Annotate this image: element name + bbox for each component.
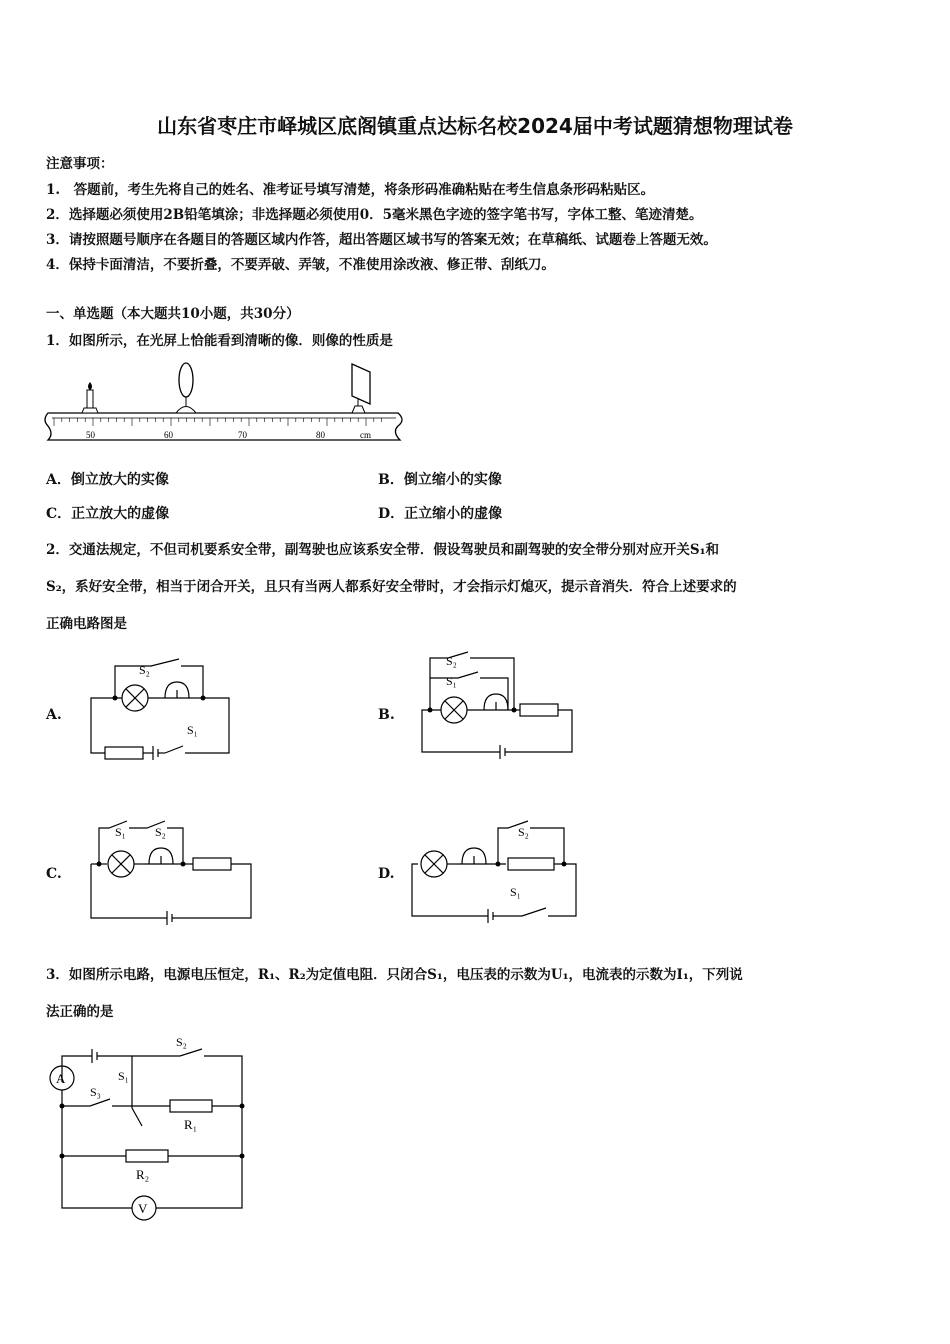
q2-label-c: C.: [46, 866, 62, 882]
q3-r1-label: R₁: [184, 1117, 198, 1132]
circuit-c-s2-label: S₂: [155, 825, 166, 839]
optical-bench-figure: [40, 360, 420, 450]
circuit-c: [85, 812, 255, 927]
q2-stem-line-1: 2．交通法规定，不但司机要系安全带，副驾驶也应该系安全带．假设驾驶员和副驾驶的安全带分别对应开关S₁和: [46, 542, 720, 558]
q3-stem-line-2: 法正确的是: [46, 1004, 114, 1020]
candle-icon: [87, 390, 93, 408]
circuit-a-s2-label: S₂: [139, 663, 150, 677]
circuit-b-s1-label: S₁: [446, 674, 457, 688]
voltmeter-label: V: [138, 1201, 148, 1216]
notice-item-2: 2．选择题必须使用2B铅笔填涂；非选择题必须使用0．5毫米黑色字迹的签字笔书写，字体工整、笔迹清楚。: [46, 207, 703, 223]
circuit-c-s1-label: S₁: [115, 825, 126, 839]
q2-stem-line-3: 正确电路图是: [46, 616, 127, 632]
q3-s2-label: S₂: [176, 1035, 187, 1049]
ruler-tick-60: 60: [164, 430, 173, 440]
q1-stem: 1．如图所示，在光屏上恰能看到清晰的像．则像的性质是: [46, 333, 393, 349]
notice-item-4: 4．保持卡面清洁，不要折叠，不要弄破、弄皱，不准使用涂改液、修正带、刮纸刀。: [46, 257, 555, 273]
page-title: 山东省枣庄市峄城区底阁镇重点达标名校2024届中考试题猜想物理试卷: [157, 114, 793, 138]
ruler-tick-80: 80: [316, 430, 325, 440]
ammeter-label: A: [56, 1071, 66, 1086]
lens-icon: [179, 363, 193, 397]
circuit-a-s1-label: S₁: [187, 723, 198, 737]
ruler-tick-70: 70: [238, 430, 247, 440]
circuit-d: [408, 812, 588, 927]
circuit-b: [418, 648, 578, 763]
notice-item-3: 3．请按照题号顺序在各题目的答题区域内作答，超出答题区域书写的答案无效；在草稿纸、试题卷上答题无效。: [46, 232, 717, 248]
q3-s1-label: S₁: [118, 1069, 129, 1083]
q3-s3-label: S₃: [90, 1085, 101, 1099]
ruler-unit: cm: [360, 430, 371, 440]
q1-option-d: D．正立缩小的虚像: [378, 506, 503, 522]
ruler-tick-50: 50: [86, 430, 95, 440]
q1-option-c: C．正立放大的虚像: [46, 506, 170, 522]
notice-item-1: 1. 答题前，考生先将自己的姓名、准考证号填写清楚，将条形码准确粘贴在考生信息条形码粘贴区。: [46, 182, 655, 198]
q1-option-b: B．倒立缩小的实像: [378, 472, 502, 488]
notice-heading: 注意事项：: [46, 156, 114, 172]
q1-option-a: A．倒立放大的实像: [46, 472, 169, 488]
circuit-d-s2-label: S₂: [518, 825, 529, 839]
q3-circuit: [44, 1030, 254, 1230]
screen-icon: [352, 364, 370, 404]
section-heading: 一、单选题（本大题共10小题，共30分）: [46, 306, 300, 322]
q3-stem-line-1: 3．如图所示电路，电源电压恒定，R₁、R₂为定值电阻．只闭合S₁，电压表的示数为U₁，电流表的示数为I₁，下列说: [46, 967, 743, 983]
circuit-d-s1-label: S₁: [510, 885, 521, 899]
q3-r2-label: R₂: [136, 1167, 150, 1182]
q2-label-d: D.: [378, 866, 395, 882]
q2-stem-line-2: S₂，系好安全带，相当于闭合开关，且只有当两人都系好安全带时，才会指示灯熄灭，提示音消失．符合上述要求的: [46, 579, 737, 595]
circuit-b-s2-label: S₂: [446, 654, 457, 668]
q2-label-b: B.: [378, 707, 395, 723]
q2-label-a: A.: [46, 707, 62, 723]
circuit-a: [85, 650, 235, 770]
